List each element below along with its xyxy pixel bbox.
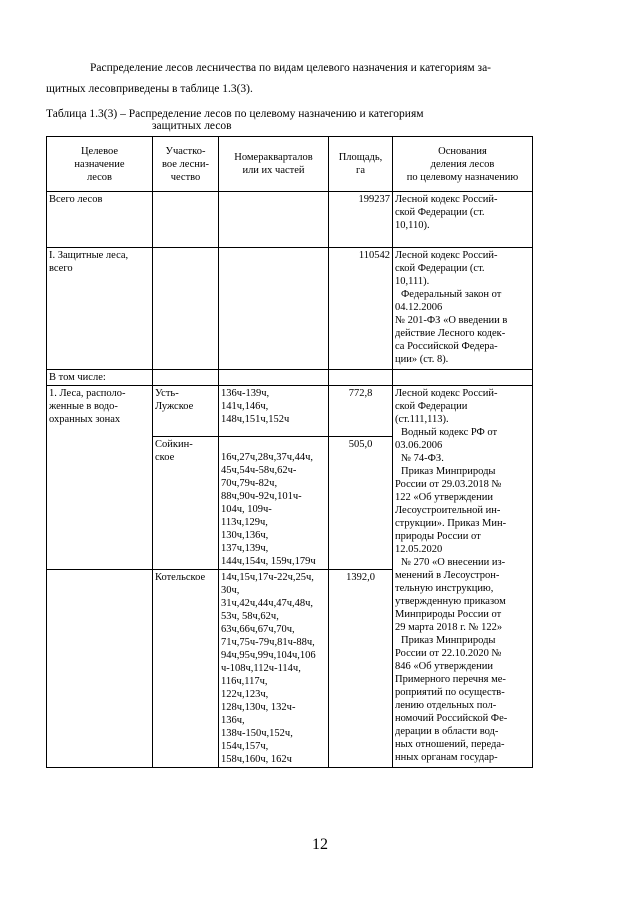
forest-distribution-table [46,136,533,768]
cell-basis: Лесной кодекс Россий- ской Федерации (ст. 10,110). [393,192,533,248]
cell-purpose: Всего лесов [47,192,153,248]
table-row-including [47,370,533,386]
cell-area: 505,0 [329,437,393,570]
table-header-row [47,137,533,192]
cell-quarters: 14ч,15ч,17ч-22ч,25ч, 30ч, 31ч,42ч,44ч,47ч,48ч, 53ч, 58ч,62ч, 63ч,66ч,67ч,70ч, 71ч,75ч-79ч,81ч-88ч, 94ч,95ч,99ч,104ч,106 ч-108ч,112ч-114ч, 116ч,117ч, 122ч,123ч, 128ч,130ч, 132ч- 136ч, 138ч-150ч,152ч, 154ч,157ч, 158ч,160ч, 162ч [219,570,329,768]
intro-line-1: Распределение лесов лесничества по видам целевого назначения и категориям за- [90,62,492,74]
cell-basis: Лесной кодекс Россий- ской Федерации (ст. 10,111). Федеральный закон от 04.12.2006 № 201-ФЗ «О введении в действие Лесного кодек- са Российской Федера- ции» (ст. 8). [393,248,533,370]
header-purpose: Целевое назначение лесов [47,137,153,192]
cell-area: 1392,0 [329,570,393,768]
table-row-all-forests [47,192,533,248]
header-area: Площадь, га [329,137,393,192]
cell-quarters [219,192,329,248]
cell-basis-water: Лесной кодекс Россий- ской Федерации (ст.111,113). Водный кодекс РФ от 03.06.2006 № 74-ФЗ. Приказ Минприроды России от 29.03.2018 № 122 «Об утверждении Лесоустроительной ин- струкции». Приказ Мин- природы России от 12.05.2020 № 270 «О внесении из- менений в Лесоустрон- тельную инструкцию, утвержденную приказом Минприроды России от 29 марта 2018 г. № 122» Приказ Минприроды России от 22.10.2020 № 846 «Об утверждении Примерного перечня ме- роприятий по осуществ- лению отдельных пол- номочий Российской Фе- дерации в области вод- ных отношений, переда- нных органам государ- [393,386,533,768]
cell-area: 199237 [329,192,393,248]
cell-district: Усть- Лужское [153,386,219,437]
cell-quarters [219,248,329,370]
cell-purpose-empty [47,570,153,768]
caption-line-1: Таблица 1.3(3) – Распределение лесов по целевому назначению и категориям [46,108,424,120]
cell-quarters: 16ч,27ч,28ч,37ч,44ч, 45ч,54ч-58ч,62ч- 70ч,79ч-82ч, 88ч,90ч-92ч,101ч- 104ч, 109ч- 113ч,129ч, 130ч,136ч, 137ч,139ч, 144ч,154ч, 159ч,179ч [219,437,329,570]
cell-district [153,192,219,248]
intro-line-2: щитных лесовприведены в таблице 1.3(3). [46,83,253,95]
cell-district: Котельское [153,570,219,768]
cell-quarters: 136ч-139ч, 141ч,146ч, 148ч,151ч,152ч [219,386,329,437]
cell-district [153,248,219,370]
caption-line-2: защитных лесов [152,120,232,132]
table-row-water-ust-luzhskoe [47,386,533,437]
cell-area: 110542 [329,248,393,370]
header-district: Участко- вое лесни- чество [153,137,219,192]
header-quarters: Номеракварталов или их частей [219,137,329,192]
intro-paragraph [46,58,592,100]
table-caption [46,108,566,132]
cell-including-label: В том числе: [47,370,153,386]
cell-district: Сойкин- ское [153,437,219,570]
page-number: 12 [312,836,328,853]
table-row-protective [47,248,533,370]
cell-purpose-water: 1. Леса, располо- женные в водо- охранных зонах [47,386,153,570]
header-basis: Основания деления лесов по целевому назначению [393,137,533,192]
cell-purpose: I. Защитные леса, всего [47,248,153,370]
cell-area: 772,8 [329,386,393,437]
